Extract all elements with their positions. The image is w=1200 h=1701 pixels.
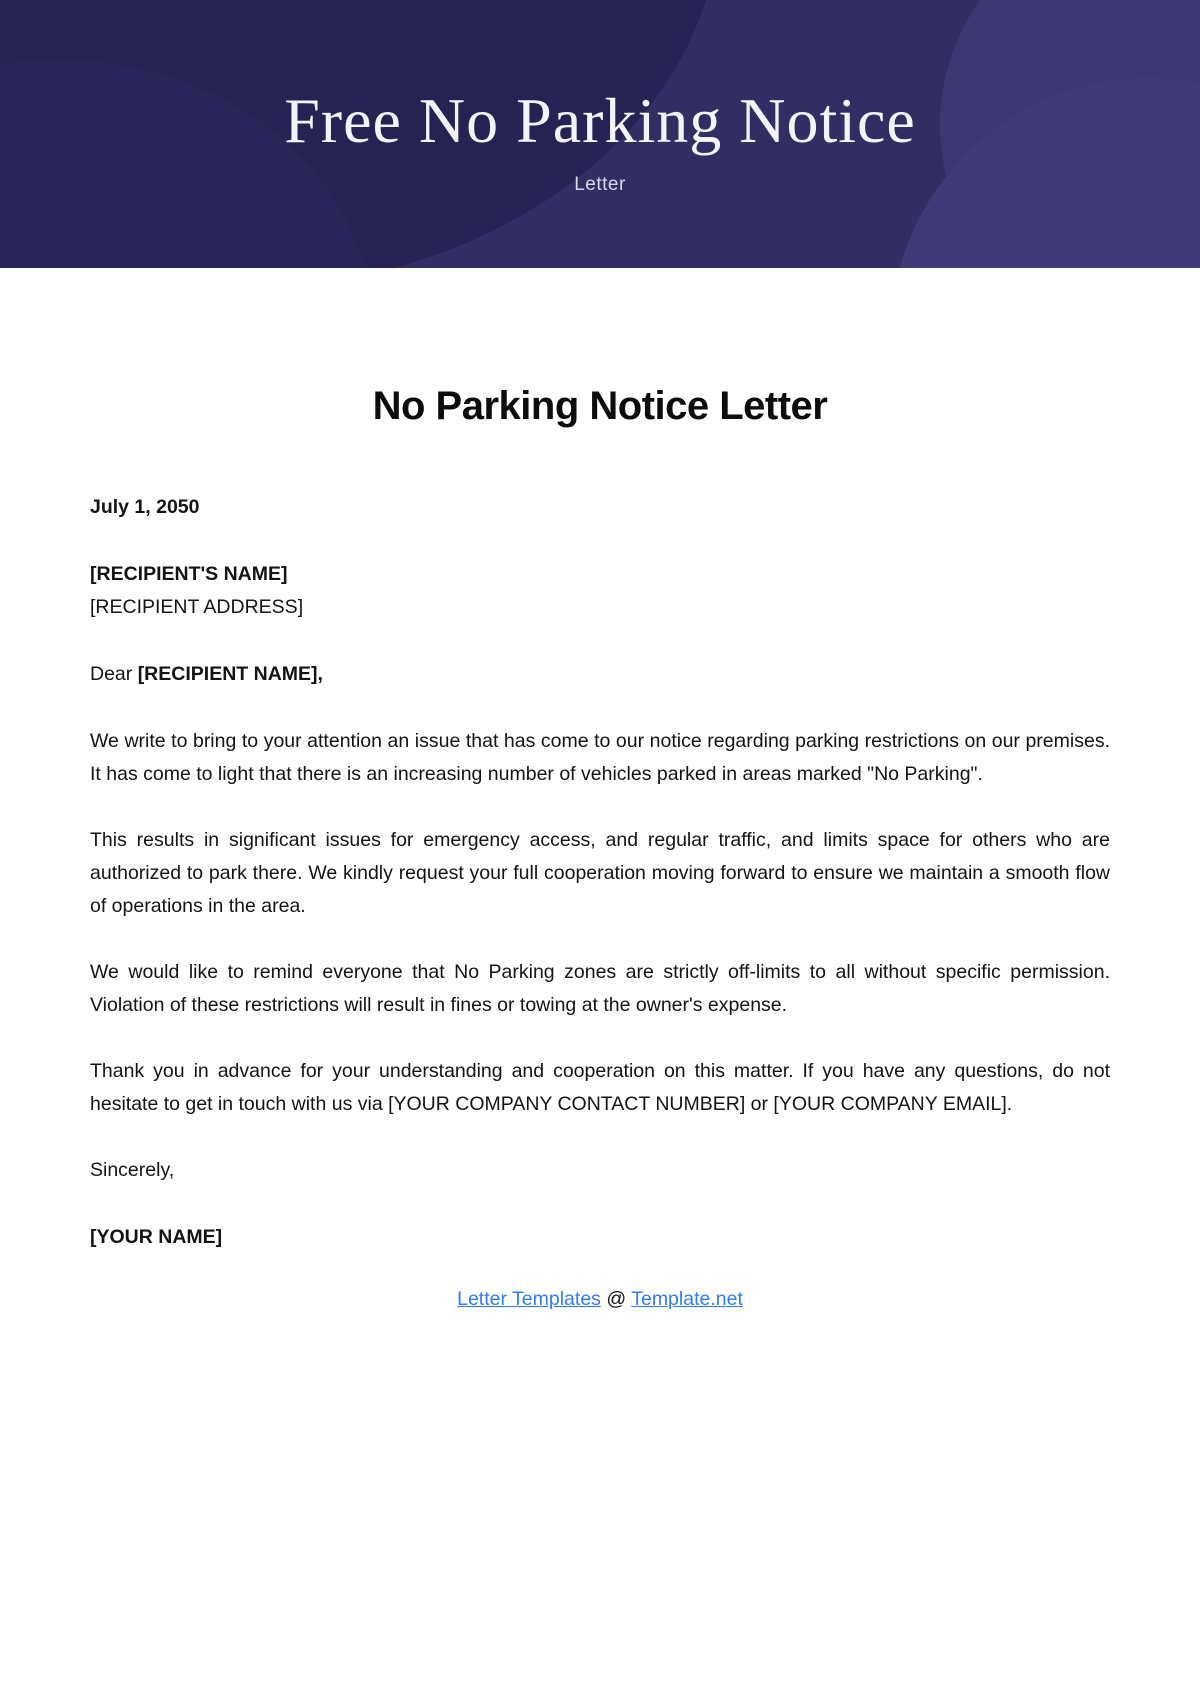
letter-date: July 1, 2050 bbox=[90, 496, 200, 518]
signature-name: [YOUR NAME] bbox=[90, 1226, 223, 1248]
letter-page bbox=[0, 384, 1200, 1311]
letter-templates-link[interactable]: Letter Templates bbox=[457, 1288, 601, 1310]
closing: Sincerely, bbox=[90, 1159, 175, 1181]
letter-content bbox=[90, 491, 1110, 1254]
paragraph-3: We would like to remind everyone that No Parking zones are strictly off-limits to all without specific permission. Violation of these restrictions will result in fines or towing at the owner's expense. bbox=[90, 961, 1110, 1016]
template-net-link[interactable]: Template.net bbox=[631, 1288, 743, 1310]
salutation bbox=[90, 658, 1110, 691]
banner-title: Free No Parking Notice bbox=[284, 84, 916, 156]
footer-attribution bbox=[90, 1288, 1110, 1311]
banner bbox=[0, 0, 1200, 268]
paragraph-4: Thank you in advance for your understanding and cooperation on this matter. If you have any questions, do not hesitate to get in touch with us via [YOUR COMPANY CONTACT NUMBER] or [YOUR COMPANY EMAIL]. bbox=[90, 1060, 1110, 1115]
recipient-block bbox=[90, 558, 1110, 624]
banner-subtitle: Letter bbox=[574, 174, 626, 196]
salutation-prefix: Dear bbox=[90, 663, 138, 685]
paragraph-2: This results in significant issues for emergency access, and regular traffic, and limits space for others who are authorized to park there. We kindly request your full cooperation moving forward to ensure we maintain a smooth flow of operations in the area. bbox=[90, 829, 1110, 917]
recipient-name: [RECIPIENT'S NAME] bbox=[90, 563, 288, 585]
footer-separator: @ bbox=[606, 1288, 627, 1310]
salutation-name: [RECIPIENT NAME], bbox=[137, 663, 323, 685]
banner-content bbox=[0, 0, 1200, 268]
letter-heading: No Parking Notice Letter bbox=[372, 384, 828, 428]
recipient-address: [RECIPIENT ADDRESS] bbox=[90, 596, 304, 618]
paragraph-1: We write to bring to your attention an issue that has come to our notice regarding parking restrictions on our premises. It has come to light that there is an increasing number of vehicles parked in areas marked "No Parking". bbox=[90, 730, 1110, 785]
